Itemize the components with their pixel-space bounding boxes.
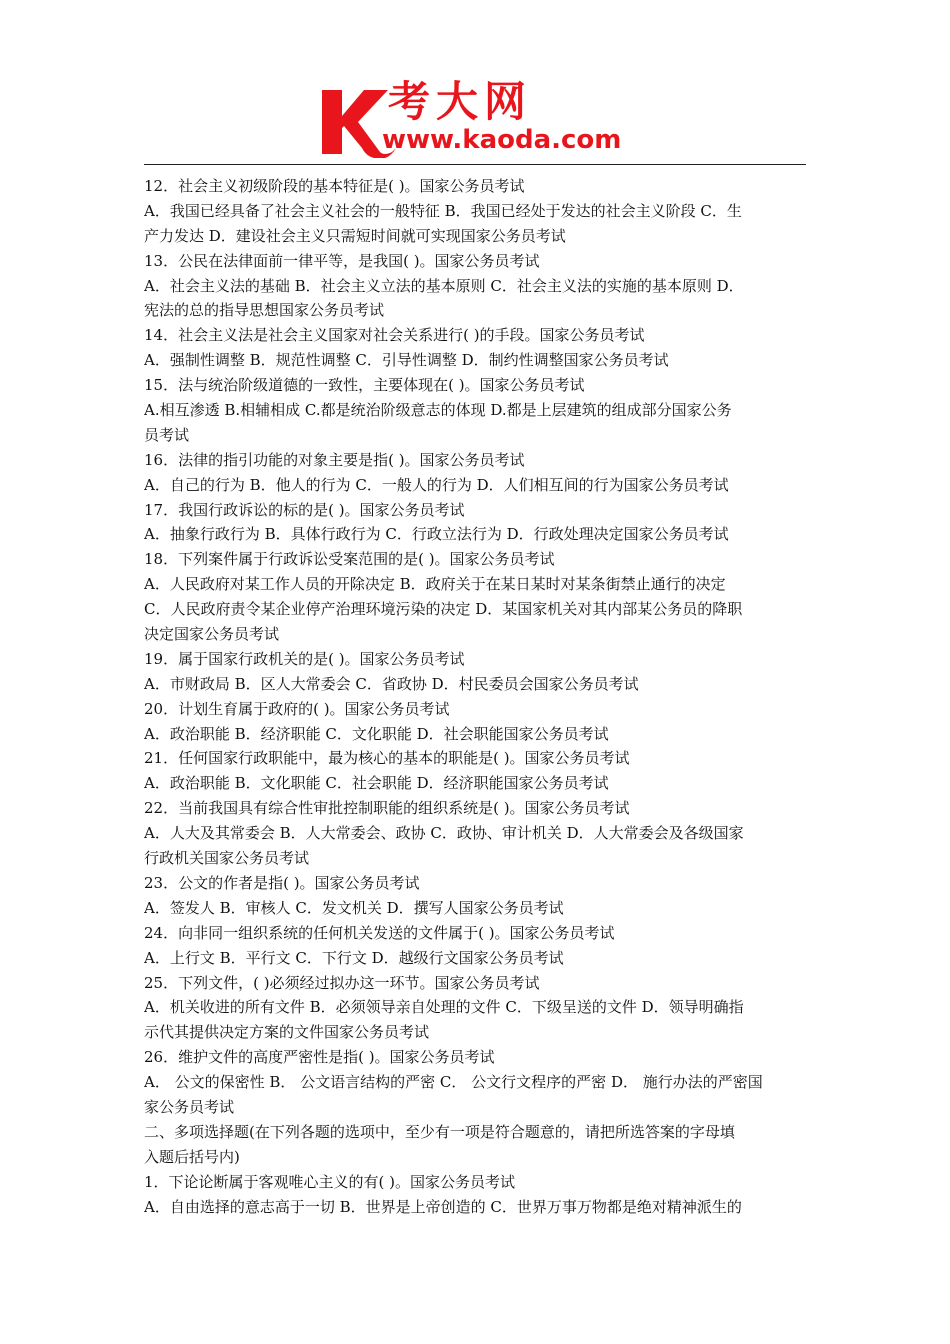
text-line: 21．任何国家行政职能中，最为核心的基本的职能是( )。国家公务员考试 [144, 749, 630, 768]
text-line: 15．法与统治阶级道德的一致性，主要体现在( )。国家公务员考试 [144, 376, 585, 395]
text-line: A．自由选择的意志高于一切 B．世界是上帝创造的 C．世界万事万物都是绝对精神派生的 [144, 1197, 742, 1216]
text-line: 12．社会主义初级阶段的基本特征是( )。国家公务员考试 [144, 177, 525, 195]
text-line: 24．向非同一组织系统的任何机关发送的文件属于( )。国家公务员考试 [144, 923, 615, 942]
text-line: A．政治职能 B．经济职能 C．文化职能 D．社会职能国家公务员考试 [144, 724, 609, 743]
text-line: A．签发人 B．审核人 C．发文机关 D．撰写人国家公务员考试 [144, 898, 564, 917]
text-line: 16．法律的指引功能的对象主要是指( )。国家公务员考试 [144, 450, 525, 469]
text-line: A.相互渗透 B.相辅相成 C.都是统治阶级意志的体现 D.都是上层建筑的组成部分国家公务 [144, 401, 732, 420]
text-line: A． 公文的保密性 B． 公文语言结构的严密 C． 公文行文程序的严密 D． 施行办法的严密国 [144, 1073, 763, 1092]
text-line: A．机关收进的所有文件 B．必须领导亲自处理的文件 C．下级呈送的文件 D．领导明确指 [144, 998, 744, 1017]
text-line: 25．下列文件，( )必须经过拟办这一环节。国家公务员考试 [144, 973, 540, 992]
header-divider [144, 164, 806, 165]
text-line: A．政治职能 B．文化职能 C．社会职能 D．经济职能国家公务员考试 [144, 774, 609, 793]
text-line: C．人民政府责令某企业停产治理环境污染的决定 D．某国家机关对其内部某公务员的降职 [144, 600, 743, 619]
text-line: 决定国家公务员考试 [144, 625, 280, 644]
text-line: 宪法的总的指导思想国家公务员考试 [144, 301, 385, 320]
text-line: 17．我国行政诉讼的标的是( )。国家公务员考试 [144, 500, 465, 519]
text-line: A．上行文 B．平行文 C．下行文 D．越级行文国家公务员考试 [144, 948, 564, 967]
text-line: A．人民政府对某工作人员的开除决定 B．政府关于在某日某时对某条街禁止通行的决定 [144, 575, 726, 594]
text-line: A．我国已经具备了社会主义社会的一般特征 B．我国已经处于发达的社会主义阶段 C．生 [144, 201, 742, 220]
text-line: A．抽象行政行为 B．具体行政行为 C．行政立法行为 D．行政处理决定国家公务员考试 [144, 525, 729, 544]
text-line: 22．当前我国具有综合性审批控制职能的组织系统是( )。国家公务员考试 [144, 799, 630, 818]
text-line: A．社会主义法的基础 B．社会主义立法的基本原则 C．社会主义法的实施的基本原则 D． [144, 276, 744, 295]
text-line: 示代其提供决定方案的文件国家公务员考试 [144, 1023, 430, 1042]
text-line: 入题后括号内) [144, 1147, 240, 1166]
text-line: A．自己的行为 B．他人的行为 C．一般人的行为 D．人们相互间的行为国家公务员考试 [144, 475, 729, 494]
text-line: 家公务员考试 [144, 1097, 235, 1116]
text-line: 员考试 [144, 425, 190, 444]
text-line: 1．下论论断属于客观唯心主义的有( )。国家公务员考试 [144, 1172, 516, 1191]
text-line: 19．属于国家行政机关的是( )。国家公务员考试 [144, 649, 465, 668]
text-line: 18．下列案件属于行政诉讼受案范围的是( )。国家公务员考试 [144, 550, 555, 569]
text-line: A．市财政局 B．区人大常委会 C．省政协 D．村民委员会国家公务员考试 [144, 674, 639, 693]
text-line: 23．公文的作者是指( )。国家公务员考试 [144, 873, 420, 892]
logo-url: www.kaoda.com [382, 125, 622, 155]
document-body [144, 174, 806, 1219]
text-line: 行政机关国家公务员考试 [144, 849, 310, 868]
text-line: 13．公民在法律面前一律平等，是我国( )。国家公务员考试 [144, 251, 540, 270]
text-line: A．强制性调整 B．规范性调整 C．引导性调整 D．制约性调整国家公务员考试 [144, 351, 669, 370]
text-line: 26．维护文件的高度严密性是指( )。国家公务员考试 [144, 1048, 495, 1067]
text-line: 二、多项选择题(在下列各题的选项中，至少有一项是符合题意的，请把所选答案的字母填 [144, 1122, 735, 1141]
text-line: A．人大及其常委会 B．人大常委会、政协 C．政协、审计机关 D．人大常委会及各级国家 [144, 824, 744, 843]
text-line: 产力发达 D．建设社会主义只需短时间就可实现国家公务员考试 [144, 226, 566, 245]
kaoda-logo [318, 78, 648, 160]
text-line: 20．计划生育属于政府的( )。国家公务员考试 [144, 699, 450, 718]
text-line: 14．社会主义法是社会主义国家对社会关系进行( )的手段。国家公务员考试 [144, 326, 645, 345]
logo-title: 考大网 [388, 77, 533, 126]
